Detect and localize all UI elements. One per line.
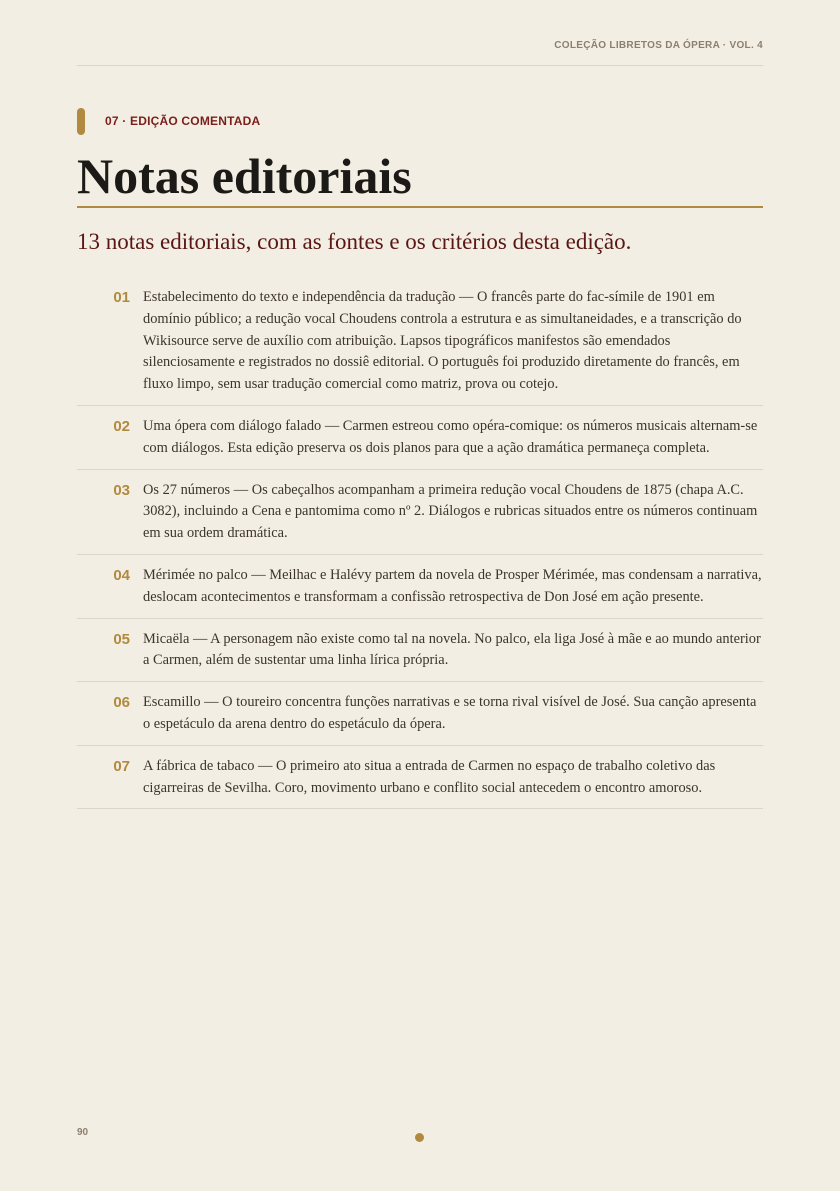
note-text: Mérimée no palco — Meilhac e Halévy partem da novela de Prosper Mérimée, mas condensam a narrativa, deslocam acontecimentos e transformam a confissão retrospectiva de Don José em ação presente.	[143, 566, 762, 605]
note-item	[77, 287, 763, 406]
note-text: Escamillo — O toureiro concentra funções narrativas e se torna rival visível de José. Sua canção apresenta o espetáculo da arena dentro do espetáculo da ópera.	[143, 694, 757, 732]
footer-ornament-dot	[415, 1133, 424, 1142]
section-kicker	[77, 107, 260, 135]
note-item	[77, 416, 763, 470]
note-number: 04	[113, 566, 130, 584]
note-item	[77, 756, 763, 810]
note-number: 05	[113, 630, 130, 648]
kicker-accent-bar	[77, 108, 85, 135]
note-number: 01	[113, 289, 130, 306]
note-number: 07	[113, 757, 130, 775]
notes-list	[77, 287, 763, 819]
note-item	[77, 480, 763, 555]
running-title: COLEÇÃO LIBRETOS DA ÓPERA · VOL. 4	[554, 40, 763, 51]
note-number: 06	[113, 694, 130, 712]
note-text: Os 27 números — Os cabeçalhos acompanham a primeira redução vocal Choudens de 1875 (chapa A.C. 3082), incluindo a Cena e pantomima como nº 2. Diálogos e rubricas situados entre os números continuam em sua ordem dramática.	[143, 481, 758, 542]
note-text: Estabelecimento do texto e independência da tradução — O francês parte do fac-símile de 1901 em domínio público; a redução vocal Choudens controla a estrutura e as simultaneidades, e a transcrição do Wikisource serve de auxílio com atribuição. Lapsos tipográficos manifestos são emendados silenciosamente e registrados no dossiê editorial. O português foi produzido diretamente do francês, em fluxo limpo, sem usar tradução comercial como matriz, prova ou cotejo.	[143, 289, 742, 393]
note-text: A fábrica de tabaco — O primeiro ato situa a entrada de Carmen no espaço de trabalho coletivo das cigarreiras de Sevilha. Coro, movimento urbano e conflito social antecedem o encontro amoroso.	[143, 757, 716, 796]
note-item	[77, 565, 763, 619]
page-subtitle: 13 notas editoriais, com as fontes e os critérios desta edição.	[77, 229, 632, 254]
page-title: Notas editoriais	[77, 148, 412, 204]
note-number: 03	[113, 481, 130, 499]
note-item	[77, 692, 763, 746]
header-divider	[77, 65, 763, 66]
page-number: 90	[77, 1127, 89, 1138]
note-text: Uma ópera com diálogo falado — Carmen estreou como opéra-comique: os números musicais alternam-se com diálogos. Esta edição preserva os dois planos para que a ação dramática permaneça completa.	[143, 417, 758, 456]
note-number: 02	[113, 417, 130, 435]
title-divider	[77, 206, 763, 208]
kicker-label: 07 · EDIÇÃO COMENTADA	[105, 114, 261, 128]
note-item	[77, 629, 763, 683]
note-text: Micaëla — A personagem não existe como tal na novela. No palco, ela liga José à mãe e ao mundo anterior a Carmen, além de sustentar uma linha lírica própria.	[143, 630, 761, 669]
